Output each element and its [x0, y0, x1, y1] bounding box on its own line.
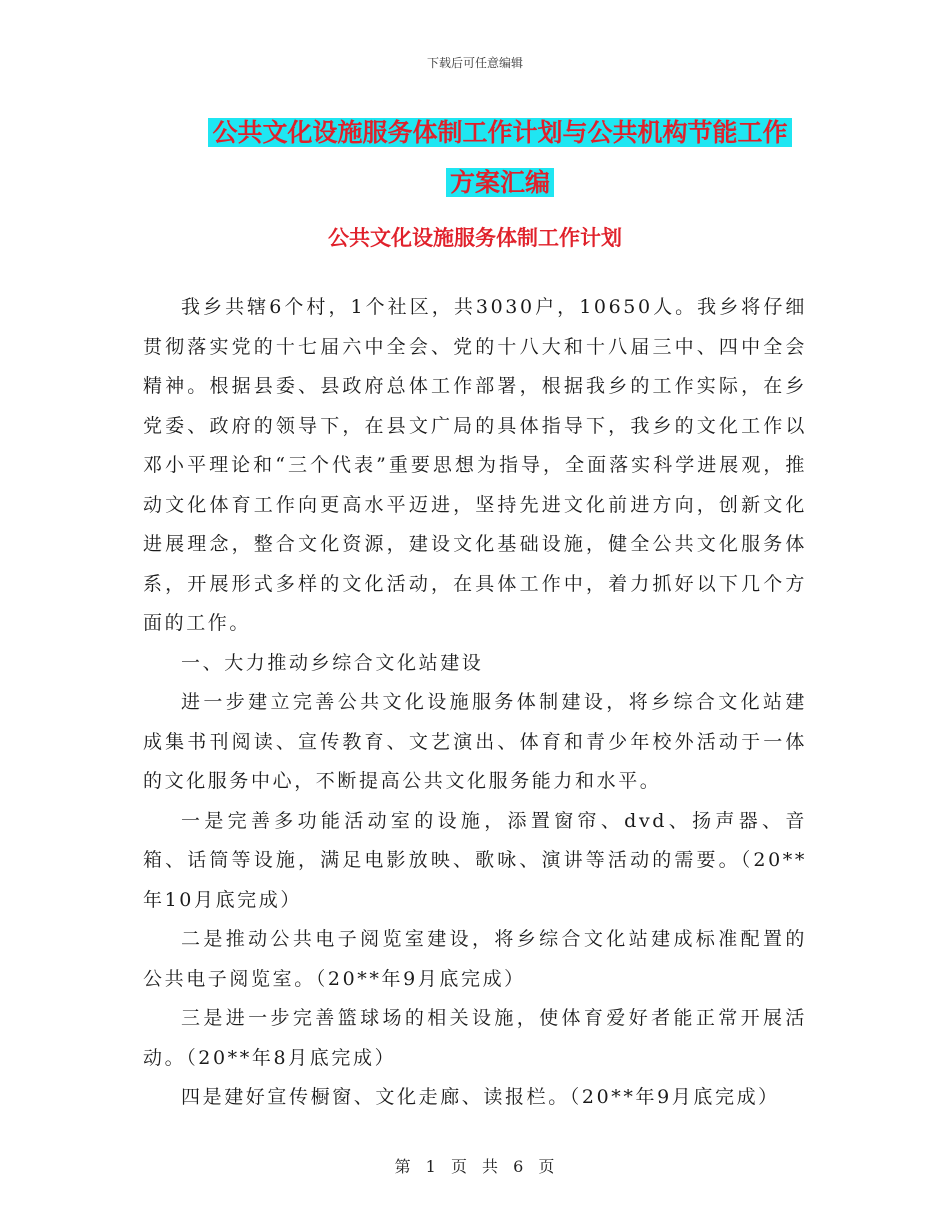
title-line-2: 方案汇编 [446, 168, 554, 197]
document-body [143, 288, 807, 1118]
list-item: 四是建好宣传橱窗、文化走廊、读报栏。（20**年9月底完成） [181, 1086, 780, 1108]
paragraph: 进一步建立完善公共文化设施服务体制建设，将乡综合文化站建成集书刊阅读、宣传教育、文艺演出、体育和青少年校外活动于一体的文化服务中心，不断提高公共文化服务能力和水平。 [143, 691, 807, 792]
list-item: 一是完善多功能活动室的设施，添置窗帘、dvd、扬声器、音箱、话筒等设施，满足电影放映、歌咏、演讲等活动的需要。（20**年10月底完成） [143, 809, 807, 911]
section-title: 公共文化设施服务体制工作计划 [328, 226, 622, 250]
heading-item-1: 一、大力推动乡综合文化站建设 [181, 651, 484, 674]
list-item: 三是进一步完善篮球场的相关设施，使体育爱好者能正常开展活动。（20**年8月底完成） [143, 1007, 807, 1069]
title-line-1: 公共文化设施服务体制工作计划与公共机构节能工作 [208, 118, 791, 147]
header-note: 下载后可任意编辑 [426, 56, 523, 70]
page-number-footer: 第 1 页 共 6 页 [394, 1157, 556, 1176]
paragraph-intro: 我乡共辖6个村，1个社区，共3030户，10650人。我乡将仔细贯彻落实党的十七届六中全会、党的十八大和十八届三中、四中全会精神。根据县委、县政府总体工作部署，根据我乡的工作实际，在乡党委、政府的领导下，在县文广局的具体指导下，我乡的文化工作以邓小平理论和“三个代表”重要思想为指导，全面落实科学进展观，推动文化体育工作向更高水平迈进，坚持先进文化前进方向，创新文化进展理念，整合文化资源，建设文化基础设施，健全公共文化服务体系，开展形式多样的文化活动，在具体工作中，着力抓好以下几个方面的工作。 [143, 296, 807, 634]
list-item: 二是推动公共电子阅览室建设，将乡综合文化站建成标准配置的公共电子阅览室。（20**年9月底完成） [143, 928, 807, 990]
document-title [180, 108, 820, 208]
